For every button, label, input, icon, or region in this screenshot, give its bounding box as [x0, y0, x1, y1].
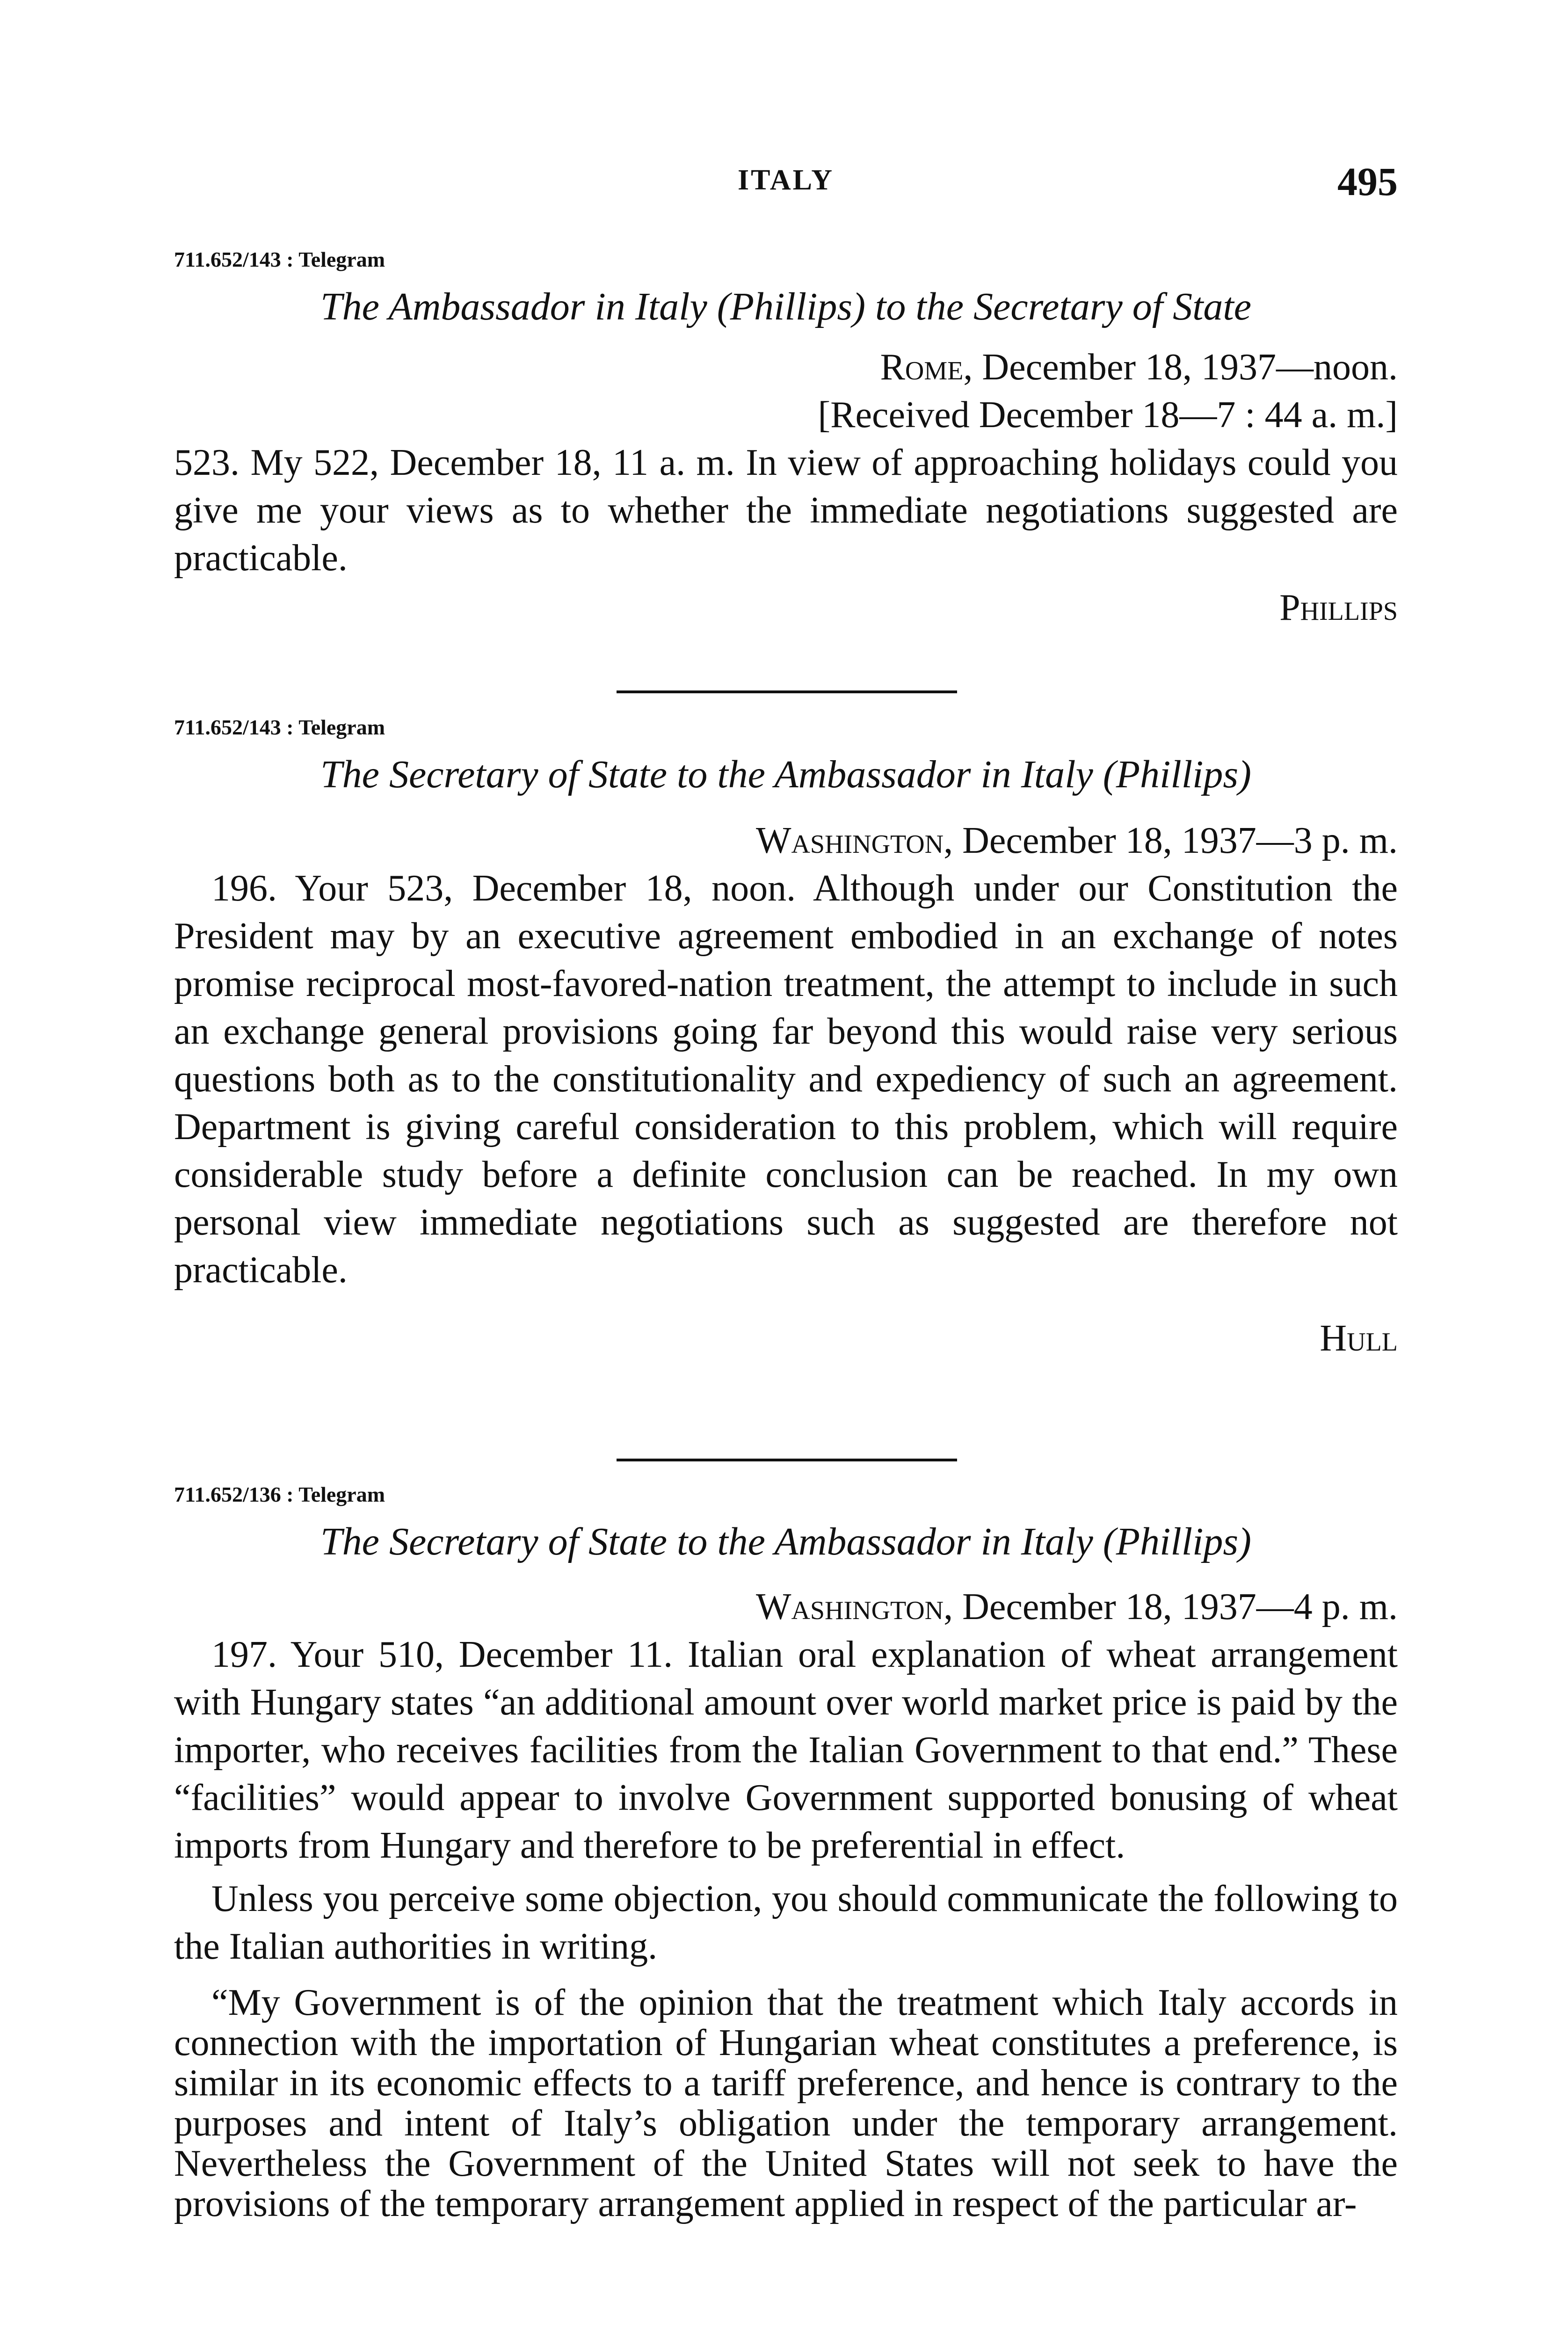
file-reference: 711.652/143 : Telegram	[174, 715, 385, 739]
telegram-body: 196. Your 523, December 18, noon. Although under our Constitution the President may by an executive agreement embodied in an exchange of notes promise reciprocal most-favored-nation treatment, the attempt to include in such an exchange general provisions going far beyond this would raise very serious questions both as to the constitutionality and expediency of such an agreement. Department is giving careful consideration to this problem, which will require considerable study before a definite conclusion can be reached. In my own personal view immediate negotiations such as suggested are therefore not practicable.	[174, 868, 1398, 1291]
received-note: [Received December 18—7 : 44 a. m.]	[818, 394, 1398, 436]
section-divider	[617, 690, 957, 693]
signature: Hull	[1320, 1318, 1398, 1359]
telegram-body: 523. My 522, December 18, 11 a. m. In view of approaching holidays could you give me your views as to whether the immediate negotiations suggested are practicable.	[174, 442, 1398, 579]
telegram-523	[174, 243, 1398, 632]
section-divider	[617, 1459, 957, 1461]
page-number: 495	[1337, 159, 1398, 204]
telegram-title: The Ambassador in Italy (Phillips) to the Secretary of State	[320, 285, 1252, 328]
quoted-note: “My Government is of the opinion that the treatment which Italy accords in connection with the importation of Hungarian wheat constitutes a preference, is similar in its economic effects to a tariff preference, and hence is contrary to the purposes and intent of Italy’s obligation under the temporary arrangement. Nevertheless the Government of the United States will not seek to have the provisions of the temporary arrangement applied in respect of the particular ar-	[174, 1982, 1398, 2224]
telegram-196	[174, 711, 1398, 1362]
signature: Phillips	[1279, 587, 1398, 628]
telegram-body: 197. Your 510, December 11. Italian oral explanation of wheat arrangement with Hungary states “an additional amount over world market price is paid by the importer, who receives facilities from the Italian Government to that end.” These “facilities” would appear to involve Government supported bonusing of wheat imports from Hungary and therefore to be preferential in effect.	[174, 1634, 1398, 1866]
dateline	[174, 343, 1398, 391]
dateline-place: Washington	[755, 820, 944, 861]
telegram-title: The Secretary of State to the Ambassador in Italy (Phillips)	[320, 1520, 1252, 1563]
dateline-place: Washington	[755, 1586, 944, 1627]
dateline-date: , December 18, 1937—4 p. m.	[944, 1586, 1398, 1627]
telegram-197	[174, 1478, 1398, 2224]
dateline	[174, 1583, 1398, 1631]
dateline	[174, 817, 1398, 864]
file-reference: 711.652/136 : Telegram	[174, 1482, 385, 1506]
running-head: ITALY	[737, 164, 835, 196]
page-header	[174, 160, 1398, 211]
dateline-place: Rome	[880, 347, 964, 388]
telegram-body-instruction: Unless you perceive some objection, you should communicate the following to the Italian authorities in writing.	[174, 1878, 1398, 1967]
dateline-date: , December 18, 1937—noon.	[963, 347, 1398, 388]
telegram-title: The Secretary of State to the Ambassador in Italy (Phillips)	[320, 753, 1252, 796]
dateline-date: , December 18, 1937—3 p. m.	[944, 820, 1398, 861]
file-reference: 711.652/143 : Telegram	[174, 247, 385, 271]
